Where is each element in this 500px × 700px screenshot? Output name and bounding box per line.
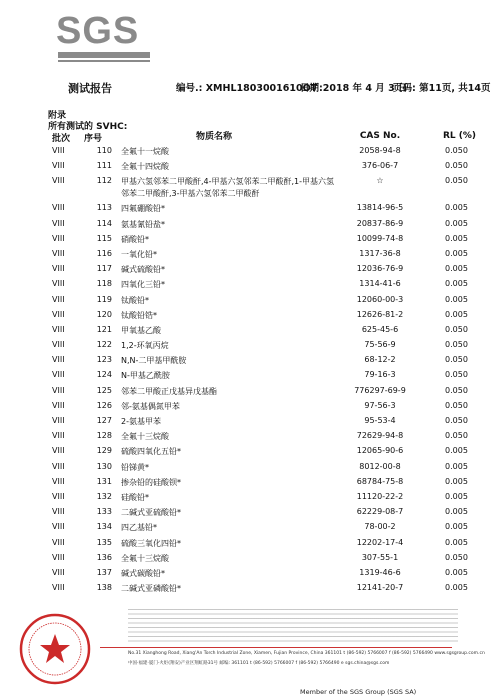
table-row — [0, 414, 500, 429]
cell-rl: 0.050 — [445, 385, 468, 395]
table-row — [0, 520, 500, 535]
cell-seq: 126 — [96, 400, 112, 410]
cell-name: 四氧化三铅* — [121, 280, 165, 290]
footer-address-en: No.31 Xianghong Road, Xiang'An Torch Industrial Zone, Xiamen, Fujian Province, China 361101 t (86-592) 5766007 f (86-592) 5766490 www.sgsgroup.com.cn — [128, 651, 485, 656]
svhc-heading: 所有测试的 SVHC: — [48, 122, 128, 132]
cell-name: 邻苯二甲酸正戊基异戊基酯 — [121, 386, 217, 396]
cell-rl: 0.050 — [445, 400, 468, 410]
cell-cas: 78-00-2 — [364, 522, 396, 532]
cell-cas: 8012-00-8 — [359, 461, 401, 471]
cell-name: 2-氨基甲苯 — [121, 417, 161, 426]
cell-seq: 133 — [96, 507, 112, 517]
cell-name: N-甲基乙酰胺 — [121, 371, 170, 381]
cell-name: 二碱式亚磷酸铅* — [121, 584, 181, 594]
cell-rl: 0.005 — [445, 567, 468, 577]
table-row — [0, 323, 500, 338]
cell-name: 全氟十三烷酸 — [121, 553, 169, 563]
cell-name: 全氟十三烷酸 — [121, 432, 169, 442]
cell-name — [121, 176, 334, 200]
header-rl: RL (%) — [443, 131, 477, 141]
cell-cas: 376-06-7 — [361, 161, 399, 171]
table-row — [0, 262, 500, 277]
cell-seq: 125 — [96, 385, 112, 395]
cell-rl: 0.050 — [445, 431, 468, 441]
cell-rl: 0.050 — [445, 355, 468, 365]
cell-rl: 0.005 — [445, 294, 468, 304]
table-row — [0, 232, 500, 247]
cell-batch: VIII — [52, 279, 65, 289]
sgs-logo: SGS — [56, 10, 140, 52]
table-row — [0, 460, 500, 475]
cell-seq: 117 — [96, 264, 112, 274]
cell-rl: 0.005 — [445, 233, 468, 243]
cell-batch: VIII — [52, 218, 65, 228]
cell-cas: 10099-74-8 — [356, 233, 404, 243]
cell-batch: VIII — [52, 583, 65, 593]
svhc-table — [0, 131, 500, 596]
cell-seq: 115 — [96, 233, 112, 243]
cell-rl: 0.005 — [445, 476, 468, 486]
table-header — [0, 131, 500, 144]
cell-batch: VIII — [52, 248, 65, 258]
cell-name: 一氧化铅* — [121, 249, 157, 259]
sgs-member-note: Member of the SGS Group (SGS SA) — [300, 688, 417, 696]
table-row — [0, 293, 500, 308]
cell-batch: VIII — [52, 507, 65, 517]
cell-rl: 0.005 — [445, 218, 468, 228]
table-row — [0, 536, 500, 551]
table-body — [0, 144, 500, 596]
cell-rl: 0.005 — [445, 491, 468, 501]
cell-batch: VIII — [52, 461, 65, 471]
cell-cas: 776297-69-9 — [354, 385, 406, 395]
cell-rl: 0.005 — [445, 264, 468, 274]
cell-batch: VIII — [52, 294, 65, 304]
cell-batch: VIII — [52, 491, 65, 501]
cell-seq: 124 — [96, 370, 112, 380]
cell-rl: 0.005 — [445, 507, 468, 517]
header-batch: 批次 — [52, 134, 71, 144]
cell-name: 铅锑黄* — [121, 462, 149, 472]
cell-seq: 131 — [96, 476, 112, 486]
cell-seq: 123 — [96, 355, 112, 365]
cell-rl: 0.050 — [445, 176, 468, 186]
cell-seq: 116 — [96, 248, 112, 258]
cell-seq: 129 — [96, 446, 112, 456]
cell-name: 四乙基铅* — [121, 523, 157, 533]
cell-seq: 111 — [96, 161, 112, 171]
cell-batch: VIII — [52, 340, 65, 350]
cell-seq: 113 — [96, 203, 112, 213]
terms-fine-print — [128, 609, 458, 645]
cell-name: N,N-二甲基甲酰胺 — [121, 356, 187, 366]
cell-cas: 97-56-3 — [364, 400, 396, 410]
cell-batch: VIII — [52, 537, 65, 547]
cell-rl: 0.005 — [445, 309, 468, 319]
cell-cas: 2058-94-8 — [359, 146, 401, 155]
cell-cas: 79-16-3 — [364, 370, 396, 380]
table-row — [0, 277, 500, 292]
cell-cas: 1319-46-6 — [359, 567, 401, 577]
cell-seq: 122 — [96, 340, 112, 350]
cell-rl: 0.005 — [445, 522, 468, 532]
table-row — [0, 551, 500, 566]
cell-rl: 0.005 — [445, 537, 468, 547]
cell-cas: 68-12-2 — [364, 355, 396, 365]
cell-seq: 112 — [96, 176, 112, 186]
cell-seq: 114 — [96, 218, 112, 228]
table-row — [0, 444, 500, 459]
cell-name: 钛酸铅锆* — [121, 310, 157, 320]
cell-batch: VIII — [52, 400, 65, 410]
table-row — [0, 490, 500, 505]
table-row — [0, 201, 500, 216]
cell-batch: VIII — [52, 416, 65, 425]
table-row — [0, 429, 500, 444]
cell-name: 四氟硼酸铅* — [121, 204, 165, 214]
cell-cas: 11120-22-2 — [356, 491, 404, 501]
header-name: 物质名称 — [196, 132, 233, 142]
cell-rl: 0.050 — [445, 552, 468, 562]
cell-cas: 307-55-1 — [361, 552, 399, 562]
cell-batch: VIII — [52, 355, 65, 365]
cell-seq: 132 — [96, 491, 112, 501]
cell-name: 1,2-环氧丙烷 — [121, 341, 169, 351]
cell-rl: 0.050 — [445, 146, 468, 155]
cell-batch: VIII — [52, 324, 65, 334]
cell-name: 全氟十一烷酸 — [121, 147, 169, 156]
cell-name: 邻-氨基偶氮甲苯 — [121, 401, 180, 411]
page-number: 页码: 第11页, 共14页 — [393, 83, 491, 94]
cell-cas: 12141-20-7 — [356, 583, 404, 593]
cell-name: 碱式硫酸铅* — [121, 265, 165, 275]
cell-batch: VIII — [52, 161, 65, 171]
table-row — [0, 247, 500, 262]
cell-cas: 12036-76-9 — [356, 264, 404, 274]
table-row — [0, 566, 500, 581]
cell-seq: 121 — [96, 324, 112, 334]
cell-seq: 127 — [96, 416, 112, 425]
cell-name: 硫酸三氧化四铅* — [121, 538, 181, 548]
cell-name: 甲氧基乙酸 — [121, 325, 161, 335]
cell-name: 二碱式亚硫酸铅* — [121, 508, 181, 518]
cell-name: 硝酸铅* — [121, 234, 149, 244]
cell-cas: 62229-08-7 — [356, 507, 404, 517]
footer-address-cn: 中国·福建·厦门·火炬(翔安)产业区翔虹路31号 邮编: 361101 t (86-592) 5766007 f (86-592) 5766490 e sgs.china@sgs.com — [128, 661, 390, 666]
cell-name: 氨基氰铅盐* — [121, 219, 165, 229]
cell-seq: 138 — [96, 583, 112, 593]
cell-batch: VIII — [52, 309, 65, 319]
cell-cas: 72629-94-8 — [356, 431, 404, 441]
cell-batch: VIII — [52, 146, 65, 155]
cell-batch: VIII — [52, 567, 65, 577]
table-row — [0, 384, 500, 399]
cell-rl: 0.005 — [445, 279, 468, 289]
cell-batch: VIII — [52, 431, 65, 441]
cell-seq: 134 — [96, 522, 112, 532]
cell-name-line2: 邻苯二甲酸酐,3-甲基六氢邻苯二甲酸酐 — [121, 189, 260, 199]
cell-seq: 119 — [96, 294, 112, 304]
cell-name: 碱式碳酸铅* — [121, 568, 165, 578]
cell-seq: 137 — [96, 567, 112, 577]
cell-rl: 0.005 — [445, 583, 468, 593]
cell-cas: 12626-81-2 — [356, 309, 404, 319]
cell-seq: 120 — [96, 309, 112, 319]
cell-seq: 110 — [96, 146, 112, 155]
header-cas: CAS No. — [359, 131, 401, 141]
cell-batch: VIII — [52, 446, 65, 456]
cell-batch: VIII — [52, 264, 65, 274]
cell-cas: 12060-00-3 — [356, 294, 404, 304]
cell-cas: 625-45-6 — [361, 324, 399, 334]
appendix-heading: 附录 — [48, 111, 67, 121]
cell-rl: 0.005 — [445, 446, 468, 456]
table-row — [0, 174, 500, 201]
cell-name-line1: 甲基六氢邻苯二甲酸酐,4-甲基六氢邻苯二甲酸酐,1-甲基六氢 — [121, 177, 335, 187]
table-row — [0, 353, 500, 368]
cell-rl: 0.005 — [445, 248, 468, 258]
cell-batch: VIII — [52, 176, 65, 186]
cell-batch: VIII — [52, 203, 65, 213]
header-seq: 序号 — [84, 134, 103, 144]
cell-cas: 75-56-9 — [364, 340, 396, 350]
table-row — [0, 217, 500, 232]
table-row — [0, 368, 500, 383]
cell-batch: VIII — [52, 370, 65, 380]
cell-seq: 136 — [96, 552, 112, 562]
cell-cas: 1317-36-8 — [359, 248, 401, 258]
cell-cas: ☆ — [376, 176, 384, 186]
cell-cas: 13814-96-5 — [356, 203, 404, 213]
table-row — [0, 505, 500, 520]
cell-cas: 12202-17-4 — [356, 537, 404, 547]
table-row — [0, 581, 500, 596]
company-seal-stamp — [18, 612, 92, 686]
cell-rl: 0.050 — [445, 324, 468, 334]
table-row — [0, 144, 500, 159]
table-row — [0, 399, 500, 414]
cell-batch: VIII — [52, 552, 65, 562]
cell-rl: 0.005 — [445, 461, 468, 471]
cell-rl: 0.050 — [445, 161, 468, 171]
cell-cas: 95-53-4 — [364, 416, 396, 425]
cell-batch: VIII — [52, 385, 65, 395]
cell-cas: 20837-86-9 — [356, 218, 404, 228]
cell-name: 硫酸四氧化五铅* — [121, 447, 181, 457]
cell-seq: 135 — [96, 537, 112, 547]
report-title: 测试报告 — [68, 82, 112, 95]
table-row — [0, 159, 500, 174]
cell-cas: 68784-75-8 — [356, 476, 404, 486]
footer-divider — [100, 647, 452, 648]
report-date: 日期:2018 年 4 月 3 日 — [300, 83, 408, 94]
cell-rl: 0.050 — [445, 370, 468, 380]
cell-seq: 130 — [96, 461, 112, 471]
cell-batch: VIII — [52, 522, 65, 532]
table-row — [0, 308, 500, 323]
cell-seq: 128 — [96, 431, 112, 441]
cell-cas: 12065-90-6 — [356, 446, 404, 456]
cell-name: 全氟十四烷酸 — [121, 162, 169, 172]
cell-seq: 118 — [96, 279, 112, 289]
cell-name: 硅酸铅* — [121, 492, 149, 502]
cell-cas: 1314-41-6 — [359, 279, 401, 289]
cell-name: 钛酸铅* — [121, 295, 149, 305]
cell-rl: 0.005 — [445, 203, 468, 213]
cell-batch: VIII — [52, 476, 65, 486]
cell-name: 掺杂铅的硅酸钡* — [121, 477, 181, 487]
cell-rl: 0.050 — [445, 416, 468, 425]
cell-batch: VIII — [52, 233, 65, 243]
table-row — [0, 475, 500, 490]
sgs-logo-bar — [58, 52, 150, 58]
table-row — [0, 338, 500, 353]
report-number: 编号.: XMHL1803001610OT — [176, 83, 318, 94]
cell-rl: 0.050 — [445, 340, 468, 350]
